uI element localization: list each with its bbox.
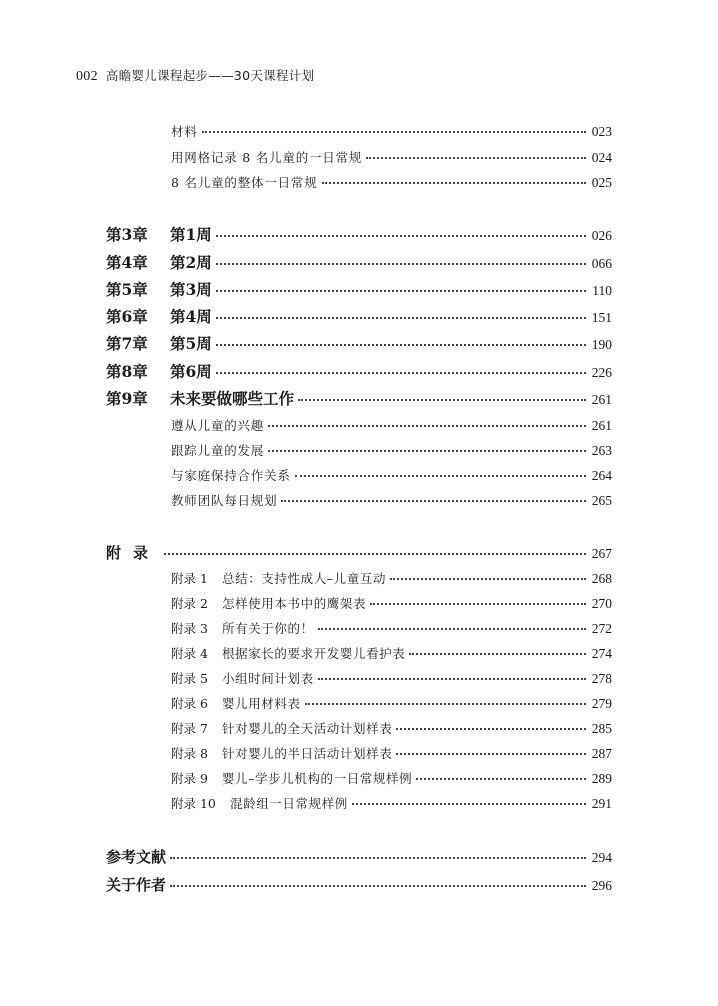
references-entry[interactable]: [106, 846, 612, 867]
appendix-item[interactable]: [171, 769, 612, 787]
appendix-item-title: 小组时间计划表: [222, 671, 314, 686]
toc-entry[interactable]: [171, 122, 612, 140]
toc-entry-page: 024: [591, 150, 612, 165]
chapter-page: 066: [591, 256, 612, 271]
appendix-item-title: 根据家长的要求开发婴儿看护表: [222, 646, 406, 661]
toc-entry-title: 材料: [171, 124, 198, 139]
toc-entry-title: 遵从儿童的兴趣: [171, 418, 265, 433]
chapter-number: 第8章: [106, 362, 148, 381]
dot-leader: [268, 425, 586, 427]
dot-leader: [216, 290, 586, 292]
chapter-page: 026: [591, 228, 612, 243]
appendix-item-label: 附录 9: [171, 771, 208, 786]
chapter-entry-6[interactable]: [106, 305, 612, 327]
appendix-item-title: 混龄组一日常规样例: [230, 796, 348, 811]
dot-leader: [170, 885, 586, 887]
appendix-item-title: 总结：支持性成人–儿童互动: [222, 571, 387, 586]
dot-leader: [216, 372, 586, 374]
chapter-entry-3[interactable]: [106, 223, 612, 245]
chapter-page: 226: [591, 365, 612, 380]
toc-entry[interactable]: [171, 491, 612, 509]
dot-leader: [268, 450, 586, 452]
chapter-number: 第6章: [106, 307, 148, 326]
dot-leader: [366, 157, 586, 159]
chapter-entry-8[interactable]: [106, 360, 612, 382]
dot-leader: [295, 475, 586, 477]
chapter-page: 190: [591, 337, 612, 352]
appendix-item[interactable]: [171, 719, 612, 737]
appendix-item[interactable]: [171, 644, 612, 662]
dot-leader: [170, 857, 586, 859]
toc-entry-page: 263: [591, 443, 612, 458]
chapter-title: 第6周: [170, 362, 212, 381]
appendix-item-page: 270: [591, 596, 612, 611]
dot-leader: [409, 653, 585, 655]
header-book-title: 高瞻婴儿课程起步——30天课程计划: [105, 68, 315, 83]
toc-entry-title: 跟踪儿童的发展: [171, 443, 265, 458]
toc-entry[interactable]: [171, 416, 612, 434]
chapter-number: 第5章: [106, 280, 148, 299]
appendix-item-page: 274: [591, 646, 612, 661]
appendix-item-label: 附录 4: [171, 646, 208, 661]
dot-leader: [298, 399, 586, 401]
appendix-entry[interactable]: [106, 542, 612, 563]
dot-leader: [352, 803, 586, 805]
appendix-item-title: 怎样使用本书中的鹰架表: [222, 596, 367, 611]
appendix-page: 267: [591, 546, 612, 561]
appendix-item-label: 附录 3: [171, 621, 208, 636]
dot-leader: [216, 344, 586, 346]
appendix-item-label: 附录 10: [171, 796, 216, 811]
toc-entry-page: 265: [591, 493, 612, 508]
appendix-item-page: 268: [591, 571, 612, 586]
dot-leader: [305, 703, 586, 705]
appendix-item[interactable]: [171, 694, 612, 712]
appendix-item[interactable]: [171, 794, 612, 812]
appendix-item-label: 附录 7: [171, 721, 208, 736]
appendix-item-title: 针对婴儿的半日活动计划样表: [222, 746, 393, 761]
appendix-item-page: 291: [591, 796, 612, 811]
appendix-item[interactable]: [171, 594, 612, 612]
toc-entry[interactable]: [171, 148, 612, 166]
appendix-item-page: 279: [591, 696, 612, 711]
dot-leader: [390, 578, 586, 580]
chapter-title: 第5周: [170, 334, 212, 353]
about-authors-title: 关于作者: [106, 876, 167, 894]
appendix-item-label: 附录 2: [171, 596, 208, 611]
dot-leader: [281, 500, 585, 502]
about-authors-entry[interactable]: [106, 874, 612, 895]
chapter-page: 110: [592, 283, 612, 298]
toc-entry-title: 用网格记录 8 名儿童的一日常规: [171, 150, 363, 165]
dot-leader: [322, 182, 586, 184]
appendix-item[interactable]: [171, 569, 612, 587]
chapter-entry-5[interactable]: [106, 278, 612, 300]
dot-leader: [370, 603, 586, 605]
chapter-entry-4[interactable]: [106, 251, 612, 273]
appendix-item[interactable]: [171, 744, 612, 762]
dot-leader: [216, 235, 586, 237]
chapter-title: 未来要做哪些工作: [170, 389, 295, 408]
toc-entry-page: 264: [591, 468, 612, 483]
chapter-title: 第2周: [170, 253, 212, 272]
appendix-item-label: 附录 6: [171, 696, 208, 711]
chapter-page: 151: [591, 310, 612, 325]
header-page-number: 002: [76, 69, 98, 84]
appendix-item-title: 所有关于你的！: [222, 621, 314, 636]
chapter-entry-9[interactable]: [106, 387, 612, 409]
chapter-title: 第3周: [170, 280, 212, 299]
chapter-number: 第9章: [106, 389, 148, 408]
appendix-item-page: 278: [591, 671, 612, 686]
dot-leader: [216, 317, 586, 319]
appendix-item[interactable]: [171, 669, 612, 687]
chapter-title: 第4周: [170, 307, 212, 326]
appendix-item-title: 婴儿–学步儿机构的一日常规样例: [222, 771, 413, 786]
chapter-number: 第3章: [106, 225, 148, 244]
dot-leader: [216, 263, 586, 265]
chapter-number: 第7章: [106, 334, 148, 353]
references-page: 294: [591, 850, 612, 865]
toc-entry-title: 教师团队每日规划: [171, 493, 278, 508]
references-title: 参考文献: [106, 848, 167, 866]
appendix-title: 附录: [106, 544, 161, 562]
chapter-entry-7[interactable]: [106, 332, 612, 354]
dot-leader: [318, 628, 586, 630]
chapter-title: 第1周: [170, 225, 212, 244]
appendix-item-page: 272: [591, 621, 612, 636]
appendix-item-page: 287: [591, 746, 612, 761]
dot-leader: [164, 553, 586, 555]
dot-leader: [396, 753, 585, 755]
appendix-item-title: 婴儿用材料表: [222, 696, 301, 711]
appendix-item-label: 附录 1: [171, 571, 208, 586]
dot-leader: [396, 728, 585, 730]
toc-entry-page: 261: [591, 418, 612, 433]
toc-entry-page: 023: [591, 124, 612, 139]
toc-entry-page: 025: [591, 175, 612, 190]
appendix-item-label: 附录 5: [171, 671, 208, 686]
about-authors-page: 296: [591, 878, 612, 893]
appendix-item[interactable]: [171, 619, 612, 637]
chapter-page: 261: [591, 392, 612, 407]
appendix-item-page: 285: [591, 721, 612, 736]
toc-entry-title: 与家庭保持合作关系: [171, 468, 291, 483]
chapter-number: 第4章: [106, 253, 148, 272]
dot-leader: [318, 678, 586, 680]
appendix-item-title: 针对婴儿的全天活动计划样表: [222, 721, 393, 736]
dot-leader: [202, 131, 586, 133]
toc-entry-title: 8 名儿童的整体一日常规: [171, 175, 318, 190]
appendix-item-label: 附录 8: [171, 746, 208, 761]
toc-entry[interactable]: [171, 466, 612, 484]
dot-leader: [416, 778, 585, 780]
toc-entry[interactable]: [171, 173, 612, 191]
toc-entry[interactable]: [171, 441, 612, 459]
appendix-item-page: 289: [591, 771, 612, 786]
running-header: [76, 66, 314, 85]
